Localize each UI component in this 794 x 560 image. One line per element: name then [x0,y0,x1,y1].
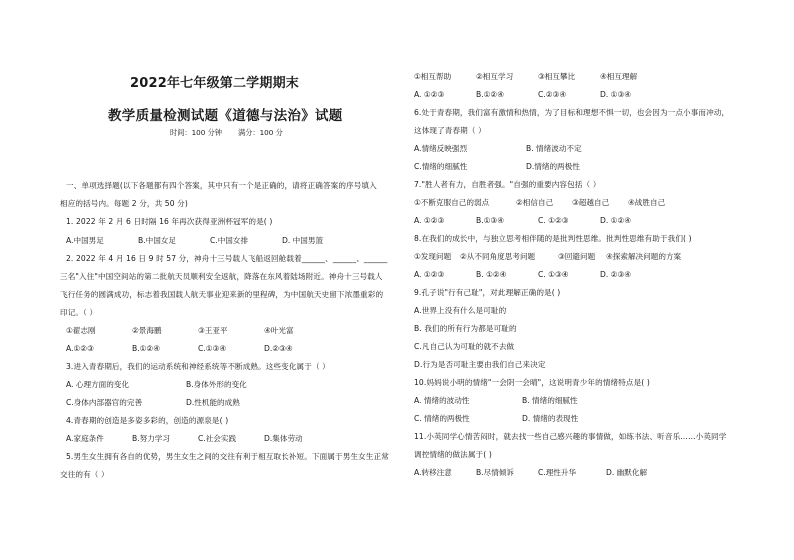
question-5-stem-line1: 5.男生女生拥有各自的优势，男生女生之间的交往有利于相互取长补短。下面属于男生女生正常 [66,452,389,461]
option-c: C.理性升华 [538,468,577,477]
item-1: ①发现问题 [414,252,452,261]
option-b: B.①②④ [476,90,505,99]
item-1: ①不断克服自己的弱点 [414,198,490,207]
item-2: ②从不同角度思考问题 [460,252,536,261]
option-c: C.身体内部器官的完善 [66,398,143,407]
option-d: D.情绪的两极性 [526,162,580,171]
question-8-answers [414,270,631,280]
option-a: A.家庭条件 [66,434,104,443]
option-d: D. 中国男篮 [282,236,324,245]
question-9-option-a: A.世界上没有什么是可耻的 [414,306,507,315]
question-4-stem: 4.青春期的创造是多姿多彩的，创造的源泉是( ) [66,416,229,425]
question-5-items [414,72,637,82]
question-5-answers [414,90,631,100]
question-3-stem: 3.进入青春期后，我们的运动系统和神经系统等不断成熟。这些变化属于（ ） [66,362,330,371]
item-3: ③相互攀比 [538,72,576,81]
option-d: D. 幽默化解 [606,468,648,477]
exam-title-line1: 2022年七年级第二学期期末 [130,76,299,91]
question-2-stem-line3: 飞行任务的圆满成功，标志着我国载人航天事业迎来新的里程碑，为中国航天史留下浓墨重彩的 [60,290,384,299]
question-7-stem: 7."胜人者有力，自胜者强。"自强的重要内容包括（ ） [414,180,601,189]
question-9-stem: 9.孔子说"行有己耻"，对此理解正确的是( ) [414,288,561,297]
option-c: C. 情绪的两极性 [414,414,470,423]
question-10-stem: 10.妈妈说小明的情绪"一会阴一会晴"，这说明青少年的情绪特点是( ) [414,378,650,387]
question-3-options-row1 [66,380,247,390]
option-c: C.②③④ [538,90,567,99]
option-a: A.①②③ [66,344,94,353]
question-2-answers [66,344,293,354]
option-c: C.①③④ [198,344,227,353]
option-b: B.身体外形的变化 [186,380,247,389]
option-b: B.尽情倾诉 [476,468,514,477]
item-2: ②相信自己 [516,198,554,207]
option-b: B. 情绪波动不定 [526,144,582,153]
option-a: A. 心理方面的变化 [66,380,130,389]
option-d: D. ①②④ [600,216,632,225]
question-6-options-row1 [414,144,582,154]
option-a: A.转移注意 [414,468,452,477]
question-6-stem-line1: 6.处于青春期，我们富有激情和热情，为了目标和理想不惧一切，也会因为一点小事而冲动， [414,108,730,117]
option-d: D. ①③④ [600,90,632,99]
question-7-answers [414,216,631,226]
question-7-items [414,198,665,208]
question-1-stem: 1. 2022 年 2 月 6 日时隔 16 年再次获得亚洲杯冠军的是( ) [66,217,273,226]
item-3: ③回避问题 [558,252,596,261]
option-d: D. ②③④ [600,270,632,279]
section-intro-line2: 相应的括号内。每题 2 分，共 50 分) [60,199,188,208]
question-9-option-b: B. 我们的所有行为都是可耻的 [414,324,517,333]
question-6-stem-line2: 这体现了青春期（ ） [414,126,486,135]
option-b: B.①③④ [476,216,505,225]
option-a: A.情绪反映强烈 [414,144,468,153]
question-3-options-row2 [66,398,240,408]
option-d: D.集体劳动 [264,434,303,443]
option-d: D.性机能的成熟 [186,398,240,407]
option-b: B. 情绪的细腻性 [522,396,578,405]
option-c: C.中国女排 [210,236,249,245]
question-11-stem-line1: 11.小英同学心情苦闷时，就去找一些自己感兴趣的事情做，如练书法、听音乐……小英同学 [414,432,727,441]
score-info: 满分：100 分 [238,128,283,137]
question-5-stem-line2: 交往的有（ ） [60,470,109,479]
question-2-stem-line2: 三名"入住"中国空间站的第二批航天员顺利安全返航，降落在东风着陆场附近。神舟十三号载人 [60,272,383,281]
item-4: ④战胜自己 [628,198,666,207]
option-c: C.社会实践 [198,434,237,443]
question-11-stem-line2: 调控情绪的做法属于( ) [414,450,492,459]
option-a: A. ①②③ [414,216,445,225]
item-1: ①翟志刚 [66,326,96,335]
option-c: C. ①③④ [538,270,569,279]
time-info: 时间：100 分钟 [170,128,222,137]
question-2-items [66,326,294,336]
item-4: ④相互理解 [600,72,638,81]
question-10-options-row2 [414,414,578,424]
option-b: B.中国女足 [138,236,176,245]
option-a: A. ①②③ [414,270,445,279]
question-6-options-row2 [414,162,580,172]
item-3: ③王亚平 [198,326,228,335]
question-11-options [414,468,647,478]
item-4: ④叶光富 [264,326,294,335]
item-1: ①相互帮助 [414,72,452,81]
question-2-stem-line4: 印记。（ ） [60,308,98,317]
option-b: B.努力学习 [132,434,170,443]
item-4: ④探索解决问题的方案 [606,252,682,261]
question-9-option-c: C.凡自己认为可耻的就不去做 [414,342,515,351]
option-b: B.①②④ [132,344,161,353]
item-3: ③超越自己 [572,198,610,207]
option-a: A.中国男足 [66,236,104,245]
item-2: ②景海鹏 [132,326,162,335]
item-2: ②相互学习 [476,72,514,81]
question-9-option-d: D.行为是否可耻主要由我们自己来决定 [414,360,546,369]
section-intro-line1: 一、单项选择题(以下各题都有四个答案，其中只有一个是正确的，请将正确答案的序号填入 [66,181,377,190]
question-2-stem-line1: 2. 2022 年 4 月 16 日 9 时 57 分，神舟十三号载人飞船返回舱载着______、______、______ [66,254,388,263]
question-4-options [66,434,303,444]
option-d: D.②③④ [264,344,293,353]
question-1-options [66,236,323,246]
option-a: A. 情绪的波动性 [414,396,470,405]
question-8-items [414,252,681,262]
question-10-options-row1 [414,396,578,406]
option-b: B. ①②④ [476,270,507,279]
question-8-stem: 8.在我们的成长中，与独立思考相伴随的是批判性思维。批判性思维有助于我们( ) [414,234,692,243]
option-a: A. ①②③ [414,90,445,99]
option-d: D. 情绪的表现性 [522,414,579,423]
option-c: C. ①②③ [538,216,569,225]
exam-title-line2: 教学质量检测试题《道德与法治》试题 [108,108,343,124]
option-c: C.情绪的细腻性 [414,162,468,171]
